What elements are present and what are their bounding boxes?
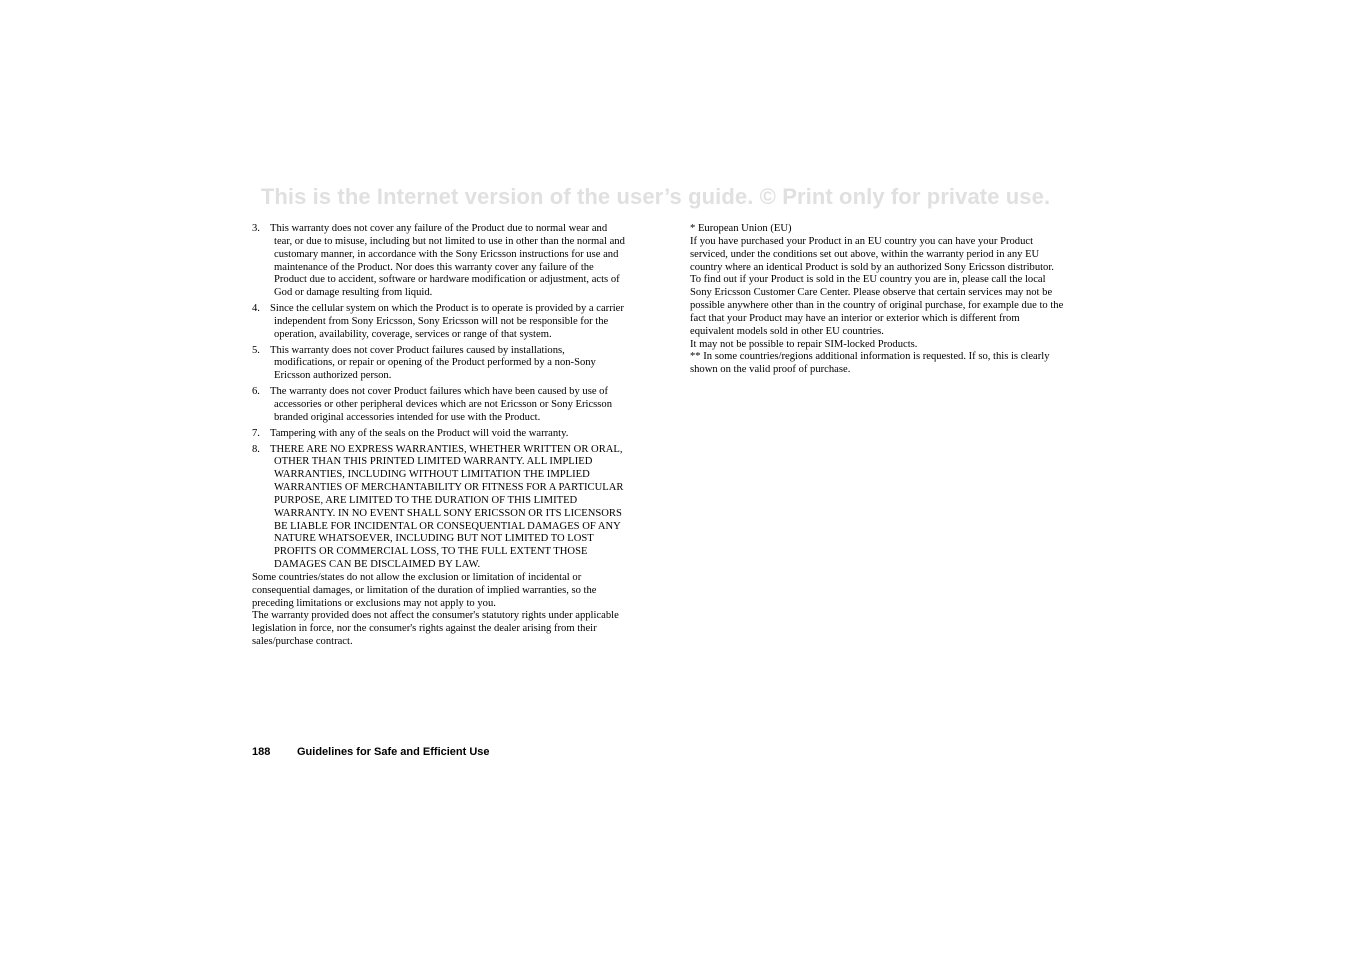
- eu-service-paragraph: If you have purchased your Product in an EU country you can have your Product serviced, under the conditions set out above, within the warranty period in any EU country where an identical Product is sold by an authorized Sony Ericsson distributor. To find out if your Product is sold in the EU country you are in, please call the local Sony Ericsson Customer Care Center. Please observe that certain services may not be possible anywhere other than in the country of original purchase, for example due to the fact that your Product may have an interior or exterior which is different from equivalent models sold in other EU countries.: [690, 235, 1064, 337]
- list-item: [252, 345, 626, 384]
- list-item-text: Tampering with any of the seals on the Product will void the warranty.: [270, 427, 569, 439]
- page-footer: [252, 746, 490, 758]
- list-item-text: THERE ARE NO EXPRESS WARRANTIES, WHETHER WRITTEN OR ORAL, OTHER THAN THIS PRINTED LIMITED WARRANTY. ALL IMPLIED WARRANTIES, INCLUDING WITHOUT LIMITATION THE IMPLIED WARRANTIES OF MERCHANTABILITY OR FITNESS FOR A PARTICULAR PURPOSE, ARE LIMITED TO THE DURATION OF THIS LIMITED WARRANTY. IN NO EVENT SHALL SONY ERICSSON OR ITS LICENSORS BE LIABLE FOR INCIDENTAL OR CONSEQUENTIAL DAMAGES OF ANY NATURE WHATSOEVER, INCLUDING BUT NOT LIMITED TO LOST PROFITS OR COMMERCIAL LOSS, TO THE FULL EXTENT THOSE DAMAGES CAN BE DISCLAIMED BY LAW.: [270, 443, 624, 571]
- warranty-list: [252, 223, 626, 572]
- watermark-text: This is the Internet version of the user’s guide. © Print only for private use.: [260, 184, 1051, 209]
- limitation-paragraph: Some countries/states do not allow the exclusion or limitation of incidental or consequential damages, or limitation of the duration of implied warranties, so the preceding limitations or exclusions may not apply to you.: [252, 571, 597, 609]
- list-item-text: This warranty does not cover any failure of the Product due to normal wear and tear, or due to misuse, including but not limited to use in other than the normal and customary manner, in accordance with the Sony Ericsson instructions for use and maintenance of the Product. Nor does this warranty cover any failure of the Product due to accident, software or hardware modification or adjustment, acts of God or damage resulting from liquid.: [270, 223, 625, 299]
- left-column: [252, 223, 626, 649]
- list-item-number: 3.: [252, 223, 260, 234]
- list-item: [252, 223, 626, 300]
- list-item-number: 5.: [252, 344, 260, 356]
- statutory-rights-paragraph: The warranty provided does not affect the consumer's statutory rights under applicable legislation in force, nor the consumer's rights against the dealer arising from their sales/purchase contract.: [252, 610, 619, 648]
- list-item: [252, 386, 626, 425]
- list-item-text: The warranty does not cover Product failures which have been caused by use of accessories or other peripheral devices which are not Ericsson or Sony Ericsson branded original accessories intended for use with the Product.: [270, 386, 613, 423]
- proof-of-purchase-paragraph: ** In some countries/regions additional information is requested. If so, this is clearly shown on the valid proof of purchase.: [690, 351, 1050, 376]
- list-item: [252, 303, 626, 342]
- list-item-number: 6.: [252, 386, 260, 398]
- list-item-text: This warranty does not cover Product failures caused by installations, modifications, or repair or opening of the Product performed by a non-Sony Ericsson authorized person.: [270, 344, 596, 382]
- page-number: 188: [252, 746, 271, 758]
- list-item-number: 8.: [252, 443, 260, 455]
- list-item: [252, 428, 626, 441]
- sim-locked-paragraph: It may not be possible to repair SIM-locked Products.: [690, 338, 918, 350]
- list-item-text: Since the cellular system on which the Product is to operate is provided by a carrier independent from Sony Ericsson, Sony Ericsson will not be responsible for the operation, availability, coverage, services or range of that system.: [270, 303, 624, 340]
- list-item-number: 7.: [252, 427, 260, 439]
- right-column: [690, 223, 1064, 377]
- eu-heading: * European Union (EU): [690, 223, 792, 234]
- section-title: Guidelines for Safe and Efficient Use: [297, 746, 490, 758]
- list-item-number: 4.: [252, 303, 260, 315]
- list-item: [252, 444, 626, 572]
